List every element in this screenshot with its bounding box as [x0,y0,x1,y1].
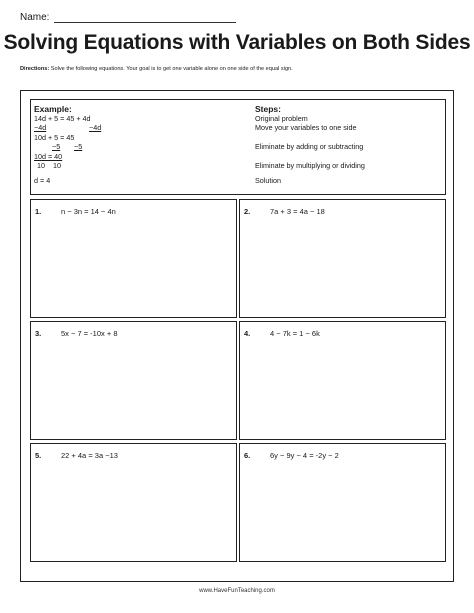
problem-cell-4[interactable] [239,321,446,440]
step-4: Eliminate by multiplying or dividing [255,161,365,170]
directions-text: Solve the following equations. Your goal is to get one variable alone on one side of the equal sign. [49,66,293,72]
steps-heading: Steps: [255,104,281,114]
problem-number: 2. [244,207,251,216]
example-line-7: d = 4 [34,176,51,186]
example-line-2-left: −4d [34,123,47,133]
example-heading: Example: [34,104,72,114]
problem-equation: 22 + 4a = 3a −13 [61,451,118,460]
example-line-6 [34,161,234,170]
example-line-3: 10d + 5 = 45 [34,132,75,142]
problem-cell-5[interactable] [30,443,237,562]
problem-cell-3[interactable] [30,321,237,440]
example-work [34,104,234,186]
example-line-4-left: −5 [52,142,61,152]
problem-number: 6. [244,451,251,460]
name-label: Name: [20,12,50,23]
step-2: Move your variables to one side [255,123,357,133]
example-steps [255,104,440,186]
directions-label: Directions: [20,66,50,72]
problem-cell-2[interactable] [239,199,446,318]
example-line-4 [34,142,234,151]
step-3: Eliminate by adding or subtracting [255,142,364,152]
problem-number: 1. [35,207,42,216]
example-line-5: 10d = 40 [34,151,63,161]
example-line-2 [34,123,234,132]
problem-cell-1[interactable] [30,199,237,318]
directions [20,66,460,72]
problem-equation: n − 3n = 14 − 4n [61,207,116,216]
problem-cell-6[interactable] [239,443,446,562]
problem-number: 4. [244,329,251,338]
problem-equation: 4 − 7k = 1 − 6k [270,329,320,338]
example-line-4-right: −5 [74,142,83,152]
name-line [54,22,236,23]
example-line-6-right: 10 [53,161,61,170]
problem-number: 3. [35,329,42,338]
example-line-1: 14d + 5 = 45 + 4d [34,114,91,123]
problem-number: 5. [35,451,42,460]
step-1: Original problem [255,114,308,123]
example-line-2-right: −4d [89,123,102,133]
problem-equation: 7a + 3 = 4a − 18 [270,207,325,216]
step-5: Solution [255,176,281,186]
problem-equation: 6y − 9y − 4 = -2y − 2 [270,451,339,460]
example-line-6-left: 10 [37,161,45,170]
footer-url: www.HaveFunTeaching.com [199,588,275,594]
example-box [30,99,446,195]
problem-equation: 5x − 7 = -10x + 8 [61,329,118,338]
page-title: Solving Equations with Variables on Both Sides [3,31,471,54]
